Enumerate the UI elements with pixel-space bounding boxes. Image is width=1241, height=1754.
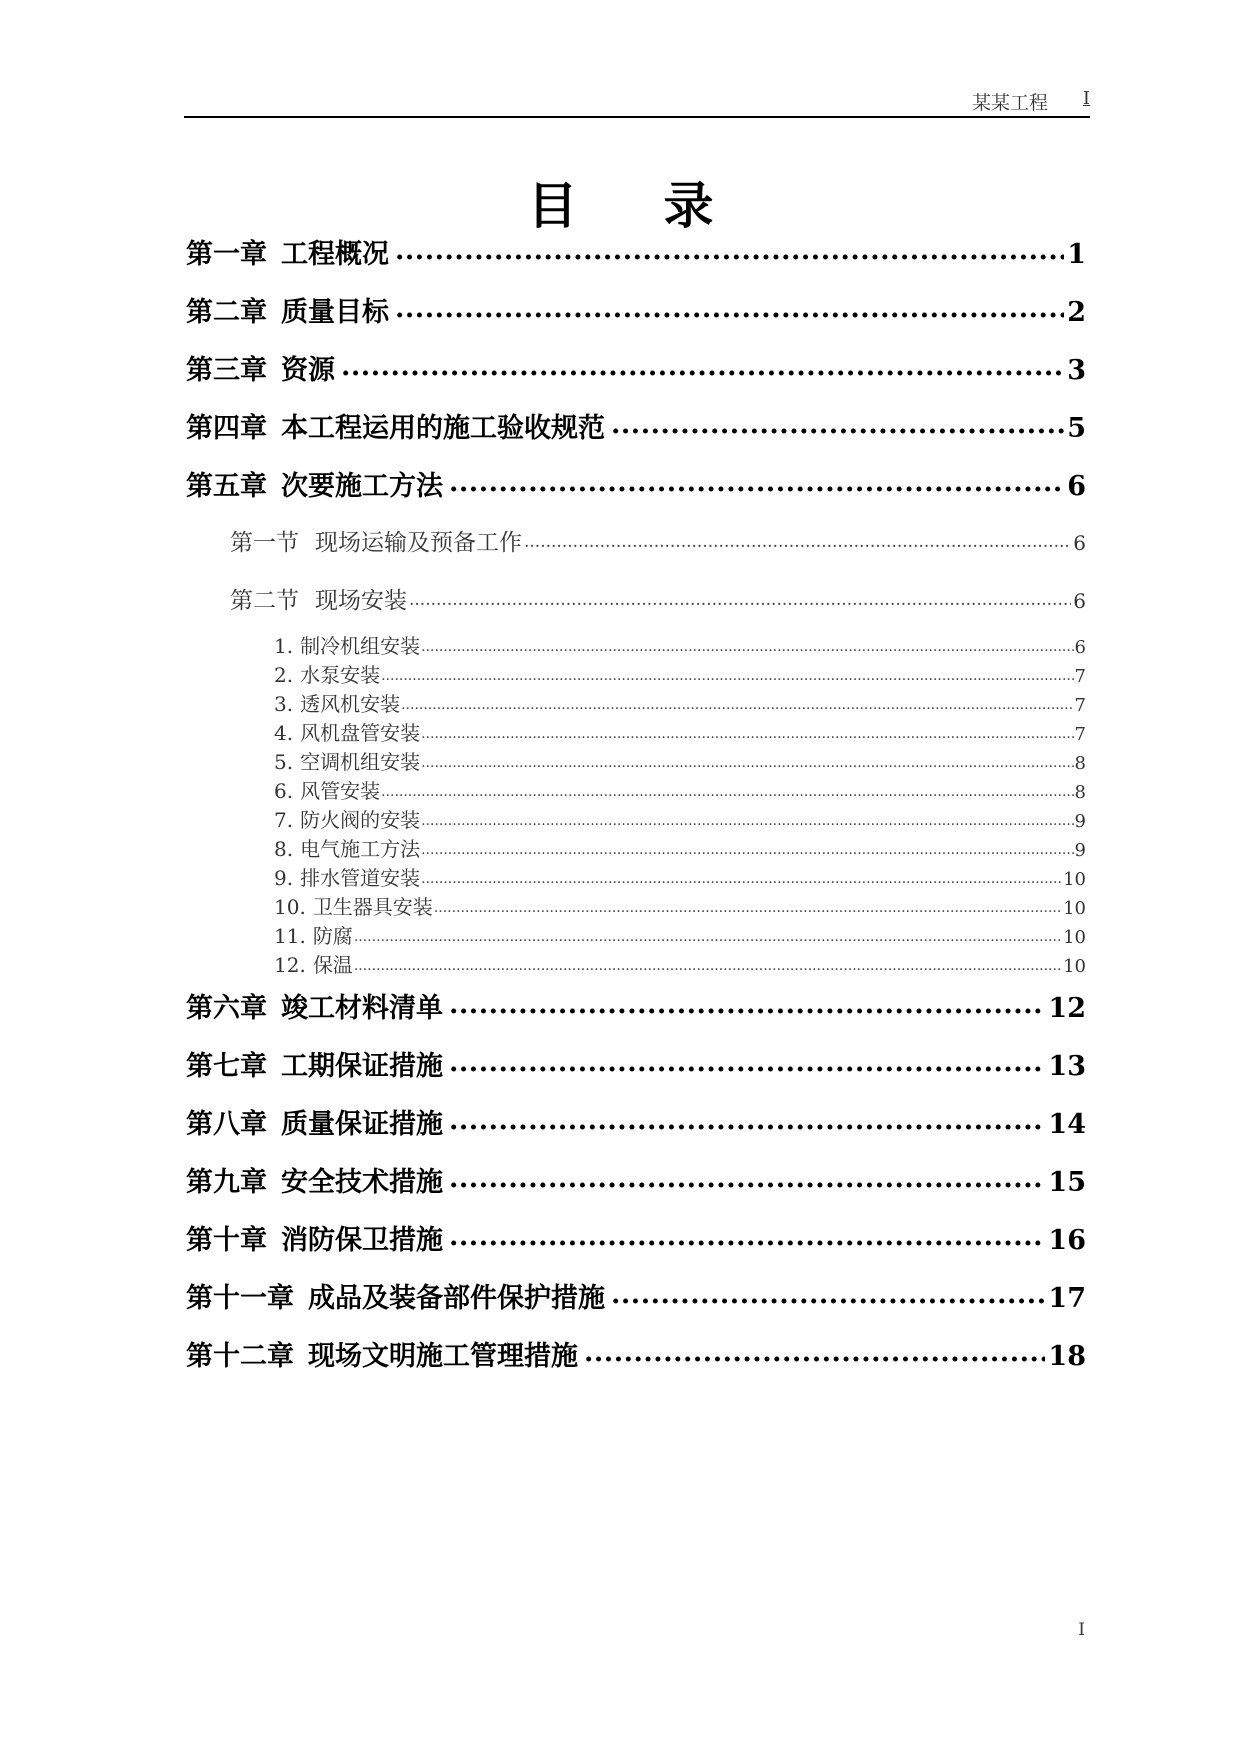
toc-entry-number: 6.: [274, 779, 294, 803]
toc-entry-page-number: 7: [1074, 724, 1086, 745]
toc-entry-page-number: 6: [1074, 637, 1086, 658]
toc-entry-page-number: 9: [1074, 811, 1086, 832]
toc-entry-page-number: 10: [1063, 898, 1086, 919]
toc-entry-title: 工程概况: [281, 239, 389, 270]
toc-entry-number: 2.: [274, 663, 294, 687]
toc-entry-number: 第八章: [186, 1109, 267, 1140]
header-title: 某某工程: [971, 92, 1048, 114]
toc-entry-title: 质量保证措施: [281, 1109, 443, 1140]
toc-entry-level-1[interactable]: [186, 1044, 1086, 1084]
toc-entry-page-number: 7: [1074, 666, 1086, 687]
toc-entry-label: [186, 1334, 578, 1373]
toc-entry-page-number: 18: [1048, 1341, 1086, 1372]
toc-dot-leader: [584, 1338, 1045, 1365]
toc-entry-page-number: 3: [1067, 355, 1086, 386]
toc-entry-label: [274, 949, 353, 977]
toc-entry-title: 竣工材料清单: [281, 993, 443, 1024]
toc-entry-label: [186, 1276, 605, 1315]
toc-entry-title: 本工程运用的施工验收规范: [281, 413, 605, 444]
toc-entry-title: 现场运输及预备工作: [315, 530, 522, 556]
toc-entry-level-3[interactable]: [274, 833, 1086, 861]
toc-entry-title: 排水管道安装: [300, 866, 421, 890]
toc-dot-leader: [449, 990, 1045, 1017]
toc-entry-number: 10.: [274, 895, 306, 919]
toc-dot-leader: [354, 923, 1062, 943]
toc-entry-level-1[interactable]: [186, 1276, 1086, 1316]
toc-dot-leader: [421, 633, 1073, 653]
toc-dot-leader: [449, 1048, 1045, 1075]
toc-entry-level-1[interactable]: [186, 986, 1086, 1026]
toc-entry-title: 安全技术措施: [281, 1167, 443, 1198]
toc-entry-level-1[interactable]: [186, 406, 1086, 446]
toc-entry-page-number: 15: [1048, 1167, 1086, 1198]
toc-dot-leader: [395, 236, 1064, 263]
toc-entry-title: 工期保证措施: [281, 1051, 443, 1082]
toc-entry-level-3[interactable]: [274, 920, 1086, 948]
toc-entry-number: 第六章: [186, 993, 267, 1024]
toc-entry-label: [186, 406, 605, 445]
toc-entry-page-number: 5: [1067, 413, 1086, 444]
toc-entry-label: [186, 232, 389, 271]
toc-entry-label: [274, 659, 380, 687]
toc-entry-title: 现场安装: [315, 588, 407, 614]
toc-entry-label: [230, 582, 407, 615]
toc-entry-number: 4.: [274, 721, 294, 745]
toc-entry-number: 第二节: [230, 588, 299, 614]
toc-entry-level-3[interactable]: [274, 717, 1086, 745]
toc-entry-label: [186, 1160, 443, 1199]
toc-entry-number: 第七章: [186, 1051, 267, 1082]
toc-dot-leader: [381, 662, 1073, 682]
toc-entry-level-3[interactable]: [274, 775, 1086, 803]
toc-entry-number: 第九章: [186, 1167, 267, 1198]
toc-entry-level-3[interactable]: [274, 804, 1086, 832]
header-page-marker: I: [1082, 88, 1090, 109]
toc-entry-page-number: 14: [1048, 1109, 1086, 1140]
toc-entry-page-number: 17: [1048, 1283, 1086, 1314]
toc-entry-level-1[interactable]: [186, 348, 1086, 388]
toc-dot-leader: [421, 865, 1062, 885]
toc-entry-title: 透风机安装: [300, 692, 401, 716]
toc-entry-label: [274, 891, 433, 919]
toc-entry-page-number: 12: [1048, 993, 1086, 1024]
toc-entry-number: 7.: [274, 808, 294, 832]
toc-entry-level-3[interactable]: [274, 949, 1086, 977]
toc-title: 目录: [527, 177, 800, 235]
toc-entry-level-1[interactable]: [186, 232, 1086, 272]
toc-entry-title: 电气施工方法: [300, 837, 421, 861]
toc-entry-title: 制冷机组安装: [300, 634, 421, 658]
toc-entry-number: 第三章: [186, 355, 267, 386]
toc-entry-number: 12.: [274, 953, 306, 977]
toc-entry-title: 现场文明施工管理措施: [308, 1341, 578, 1372]
toc-entry-page-number: 9: [1074, 840, 1086, 861]
toc-entry-page-number: 6: [1073, 589, 1086, 613]
toc-entry-level-3[interactable]: [274, 630, 1086, 658]
toc-entry-number: 第十一章: [186, 1283, 294, 1314]
toc-entry-label: [274, 630, 420, 658]
toc-entry-level-3[interactable]: [274, 688, 1086, 716]
toc-entry-title: 水泵安装: [300, 663, 381, 687]
toc-entry-level-1[interactable]: [186, 1102, 1086, 1142]
footer-page-number: I: [1078, 1620, 1085, 1640]
toc-entry-title: 风管安装: [300, 779, 381, 803]
toc-dot-leader: [449, 1106, 1045, 1133]
toc-entry-page-number: 6: [1067, 471, 1086, 502]
toc-entry-label: [274, 775, 380, 803]
toc-entry-level-1[interactable]: [186, 464, 1086, 504]
toc-entry-number: 第五章: [186, 471, 267, 502]
toc-entry-level-1[interactable]: [186, 1218, 1086, 1258]
toc-dot-leader: [434, 894, 1062, 914]
toc-entry-title: 质量目标: [281, 297, 389, 328]
toc-dot-leader: [421, 807, 1073, 827]
toc-entry-page-number: 10: [1063, 956, 1086, 977]
toc-entry-level-1[interactable]: [186, 1334, 1086, 1374]
toc-entry-title: 消防保卫措施: [281, 1225, 443, 1256]
toc-entry-number: 8.: [274, 837, 294, 861]
toc-dot-leader: [381, 778, 1073, 798]
toc-entry-level-1[interactable]: [186, 1160, 1086, 1200]
toc-entry-title: 资源: [281, 355, 335, 386]
toc-dot-leader: [409, 585, 1071, 608]
toc-entry-number: 5.: [274, 750, 294, 774]
toc-dot-leader: [341, 352, 1064, 379]
toc-entry-number: 第二章: [186, 297, 267, 328]
toc-entry-page-number: 7: [1074, 695, 1086, 716]
toc-entry-level-1[interactable]: [186, 290, 1086, 330]
toc-entry-number: 9.: [274, 866, 294, 890]
toc-entry-page-number: 16: [1048, 1225, 1086, 1256]
toc-entry-number: 3.: [274, 692, 294, 716]
toc-entry-label: [186, 1044, 443, 1083]
toc-entry-level-3[interactable]: [274, 659, 1086, 687]
toc-dot-leader: [354, 952, 1062, 972]
toc-entry-title: 空调机组安装: [300, 750, 421, 774]
toc-entry-label: [186, 1102, 443, 1141]
toc-entry-label: [274, 804, 420, 832]
toc-entry-number: 1.: [274, 634, 294, 658]
toc-entry-page-number: 10: [1063, 927, 1086, 948]
toc-entry-title: 风机盘管安装: [300, 721, 421, 745]
toc-entry-page-number: 10: [1063, 869, 1086, 890]
toc-entry-label: [186, 464, 443, 503]
toc-entry-number: 第十二章: [186, 1341, 294, 1372]
toc-entry-title: 保温: [312, 953, 353, 977]
toc-dot-leader: [524, 527, 1071, 550]
toc-entry-label: [274, 920, 353, 948]
page-header: [184, 82, 1090, 118]
toc-entry-number: 11.: [274, 924, 306, 948]
toc-entry-label: [186, 290, 389, 329]
toc-entry-label: [274, 746, 420, 774]
toc-dot-leader: [449, 1164, 1045, 1191]
toc-entry-level-3[interactable]: [274, 746, 1086, 774]
toc-entry-label: [186, 1218, 443, 1257]
toc-entry-number: 第十章: [186, 1225, 267, 1256]
toc-dot-leader: [395, 294, 1064, 321]
toc-entry-level-2[interactable]: [230, 582, 1086, 616]
toc-entry-number: 第一章: [186, 239, 267, 270]
toc-entry-number: 第一节: [230, 530, 299, 556]
toc-entry-label: [274, 688, 400, 716]
toc-dot-leader: [421, 836, 1073, 856]
toc-dot-leader: [449, 1222, 1045, 1249]
toc-entry-page-number: 2: [1067, 297, 1086, 328]
toc-entry-label: [186, 986, 443, 1025]
toc-entry-label: [230, 524, 522, 557]
toc-dot-leader: [611, 1280, 1045, 1307]
toc-entry-label: [274, 717, 420, 745]
toc-entry-page-number: 8: [1074, 753, 1086, 774]
toc-entry-label: [274, 833, 420, 861]
toc-entry-page-number: 1: [1067, 239, 1086, 270]
toc-entry-label: [186, 348, 335, 387]
toc-entry-level-3[interactable]: [274, 862, 1086, 890]
toc-dot-leader: [421, 749, 1073, 769]
toc-entry-level-2[interactable]: [230, 524, 1086, 558]
toc-entry-title: 防火阀的安装: [300, 808, 421, 832]
toc-dot-leader: [611, 410, 1064, 437]
toc-dot-leader: [421, 720, 1073, 740]
toc-dot-leader: [401, 691, 1073, 711]
toc-entry-page-number: 6: [1073, 531, 1086, 555]
toc-entry-title: 次要施工方法: [281, 471, 443, 502]
toc-entry-label: [274, 862, 420, 890]
toc-entry-page-number: 13: [1048, 1051, 1086, 1082]
toc-dot-leader: [449, 468, 1064, 495]
toc-entry-title: 卫生器具安装: [312, 895, 433, 919]
toc-entry-level-3[interactable]: [274, 891, 1086, 919]
toc-entry-number: 第四章: [186, 413, 267, 444]
toc-entry-page-number: 8: [1074, 782, 1086, 803]
toc-entry-title: 防腐: [312, 924, 353, 948]
toc-entry-title: 成品及装备部件保护措施: [308, 1283, 605, 1314]
